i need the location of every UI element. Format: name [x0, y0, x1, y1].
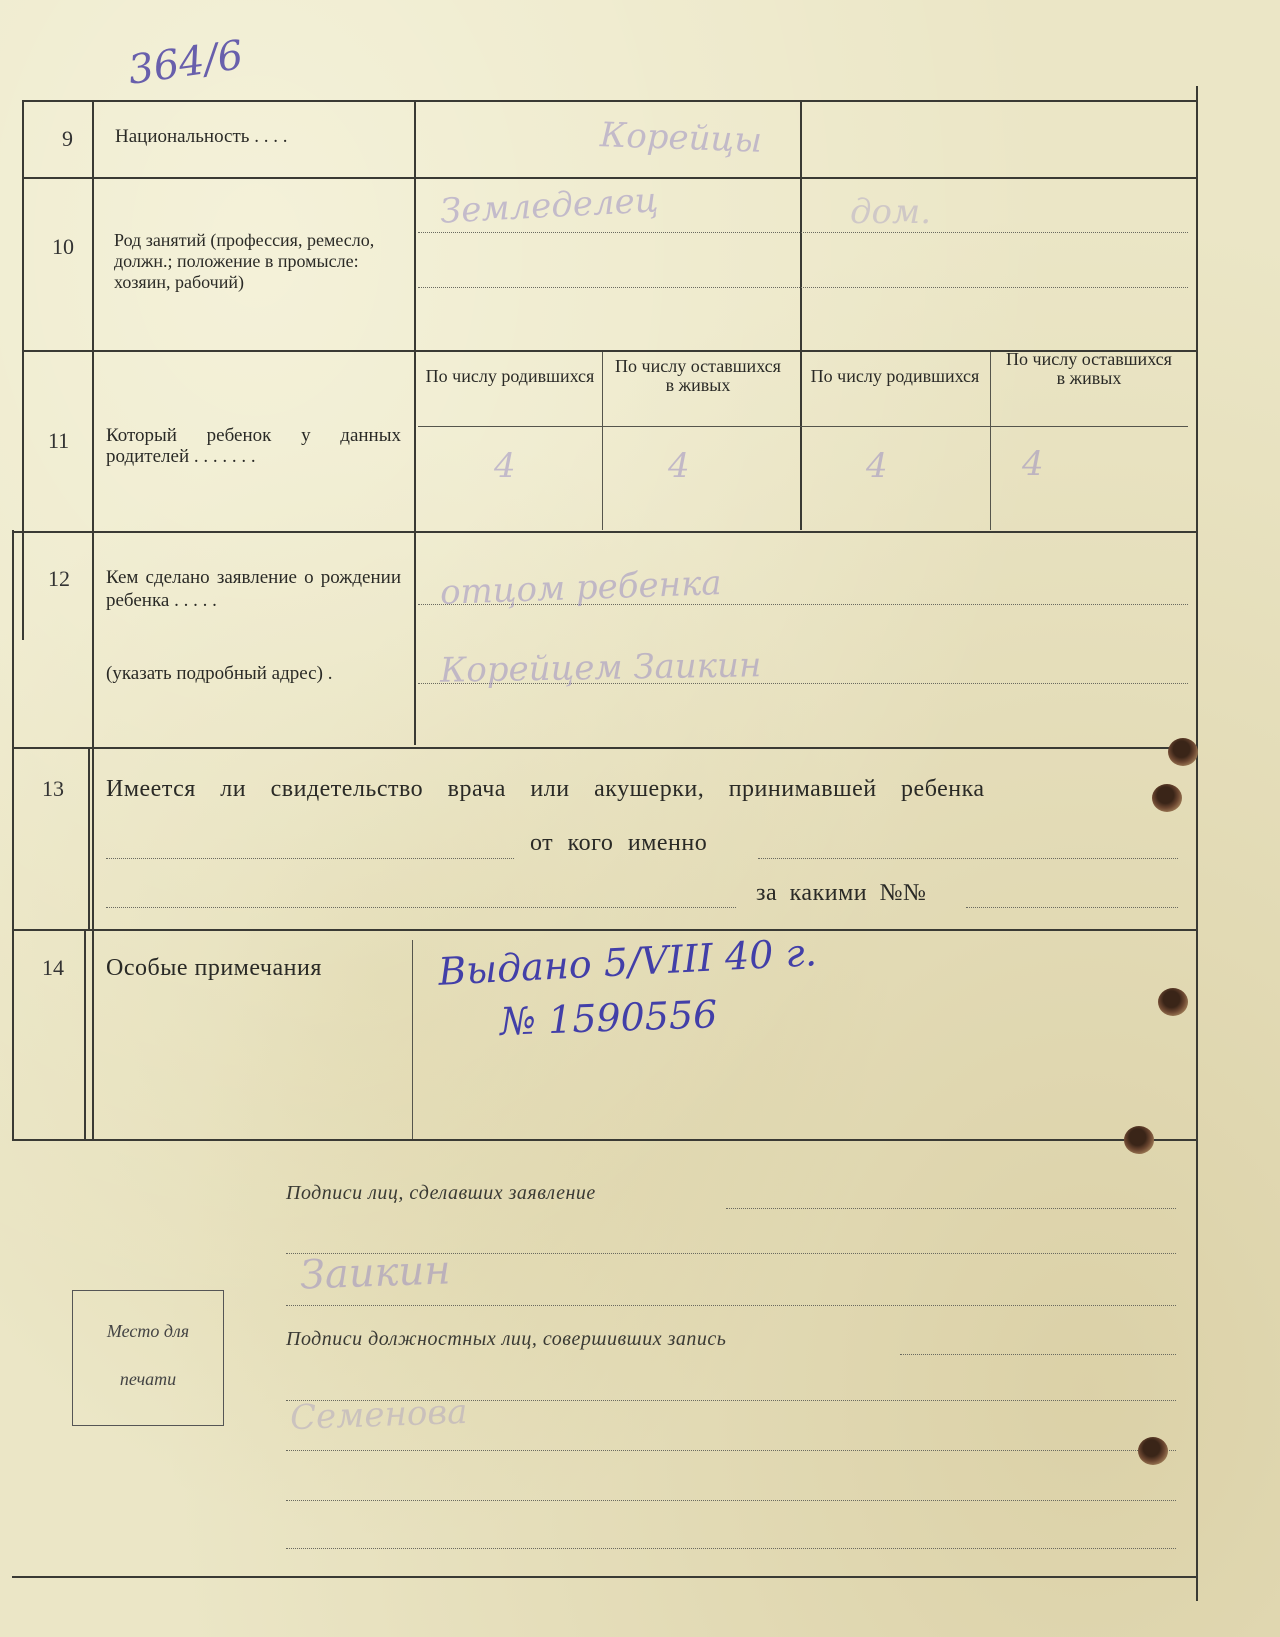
row-12-address-hint: (указать подробный адрес) . — [106, 663, 333, 684]
row-11-bottom — [12, 531, 1197, 533]
row-10-number: 10 — [52, 234, 74, 259]
row-13-num-border — [88, 747, 90, 929]
row-12-number: 12 — [48, 566, 70, 591]
table-left-border-lower — [12, 530, 14, 1140]
row-13-dotline-3 — [106, 907, 736, 908]
mid-column-border — [800, 100, 802, 530]
row-12-bottom — [12, 747, 1197, 749]
table-right-border — [1196, 86, 1198, 1601]
row-11-number: 11 — [48, 428, 70, 453]
row-11-header-2: По числу оставшихся в живых — [615, 356, 781, 395]
binding-hole-3 — [1158, 988, 1188, 1016]
applicants-sig-line-3 — [286, 1305, 1176, 1306]
table-left-border — [22, 100, 24, 640]
binding-hole-4 — [1124, 1126, 1154, 1154]
row-13-dotline-1 — [106, 858, 514, 859]
row-11-header-3: По числу родившихся — [810, 366, 980, 386]
row-10-line-1 — [418, 232, 1188, 233]
applicants-sig-line-1 — [726, 1208, 1176, 1209]
row-11-value-2: 4 — [668, 446, 690, 486]
row-11-subheader-line — [418, 426, 1188, 427]
row-12-label: Кем сделано заявление о рождении ребенка . . . . . — [106, 567, 401, 611]
row-9-label: Национальность . . . . — [115, 126, 288, 147]
label-column-border — [414, 100, 416, 745]
binding-hole-5 — [1138, 1437, 1168, 1465]
row-13-bottom — [12, 929, 1197, 931]
archive-number: 364/6 — [125, 32, 246, 94]
row-11-header-1: По числу родившихся — [425, 366, 595, 386]
row-11-col-1 — [602, 352, 603, 530]
row-10-entry-right: дом. — [850, 192, 932, 232]
row-13-question: Имеется ли свидетельство врача или акушерки, принимавшей ребенка — [106, 776, 985, 802]
row-14-note-1: Выдано 5/VIII 40 г. — [437, 930, 818, 994]
row-11-value-1: 4 — [494, 446, 516, 486]
row-12-entry-1: отцом ребенка — [439, 563, 723, 613]
row-14-label: Особые примечания — [106, 955, 322, 981]
row-13-number: 13 — [42, 776, 64, 801]
row-13-dotline-4 — [966, 907, 1178, 908]
row-11-col-3 — [990, 352, 991, 530]
table-top-border — [22, 100, 1197, 102]
row-10-entry-left: Земледелец — [439, 180, 660, 232]
binding-hole-2 — [1152, 784, 1182, 812]
official-signature: Семенова — [289, 1391, 469, 1439]
row-9-number: 9 — [62, 126, 73, 151]
officials-sig-line-3 — [286, 1450, 1176, 1451]
label-column-border-lower — [412, 940, 413, 1140]
row-13-which-nums: за какими №№ — [756, 880, 927, 906]
applicant-signature: Заикин — [299, 1247, 452, 1299]
row-11-value-3: 4 — [866, 446, 888, 486]
row-14-bottom — [12, 1139, 1197, 1141]
number-column-border — [92, 100, 94, 1140]
officials-signature-label: Подписи должностных лиц, совершивших запись — [286, 1328, 727, 1350]
stamp-place-line-1: Место для — [106, 1321, 190, 1341]
row-13-from-whom: от кого именно — [530, 830, 708, 856]
stamp-place-line-2: печати — [119, 1369, 177, 1389]
row-14-num-border — [84, 929, 86, 1139]
row-11-header-4: По числу оставшихся в живых — [1006, 349, 1172, 388]
table-bottom-border — [12, 1576, 1197, 1578]
row-11-label: Который ребенок у данных родителей . . . . . . . — [106, 425, 401, 467]
officials-sig-line-4 — [286, 1500, 1176, 1501]
row-13-dotline-2 — [758, 858, 1178, 859]
row-11-value-4: 4 — [1022, 444, 1044, 484]
row-10-label: Род занятий (профессия, ремесло, должн.; положение в промысле: хозяин, рабочий) — [114, 230, 375, 292]
stamp-place-box — [72, 1290, 224, 1426]
row-10-line-2 — [418, 287, 1188, 288]
officials-sig-line-5 — [286, 1548, 1176, 1549]
row-14-number: 14 — [42, 955, 64, 980]
row-9-entry: Корейцы — [599, 115, 763, 161]
officials-sig-line-1 — [900, 1354, 1176, 1355]
row-14-note-2: № 1590556 — [499, 992, 718, 1044]
binding-hole-1 — [1168, 738, 1198, 766]
row-12-entry-2: Корейцем Заикин — [439, 645, 762, 691]
applicants-signature-label: Подписи лиц, сделавших заявление — [286, 1182, 596, 1204]
row-9-bottom — [22, 177, 1197, 179]
